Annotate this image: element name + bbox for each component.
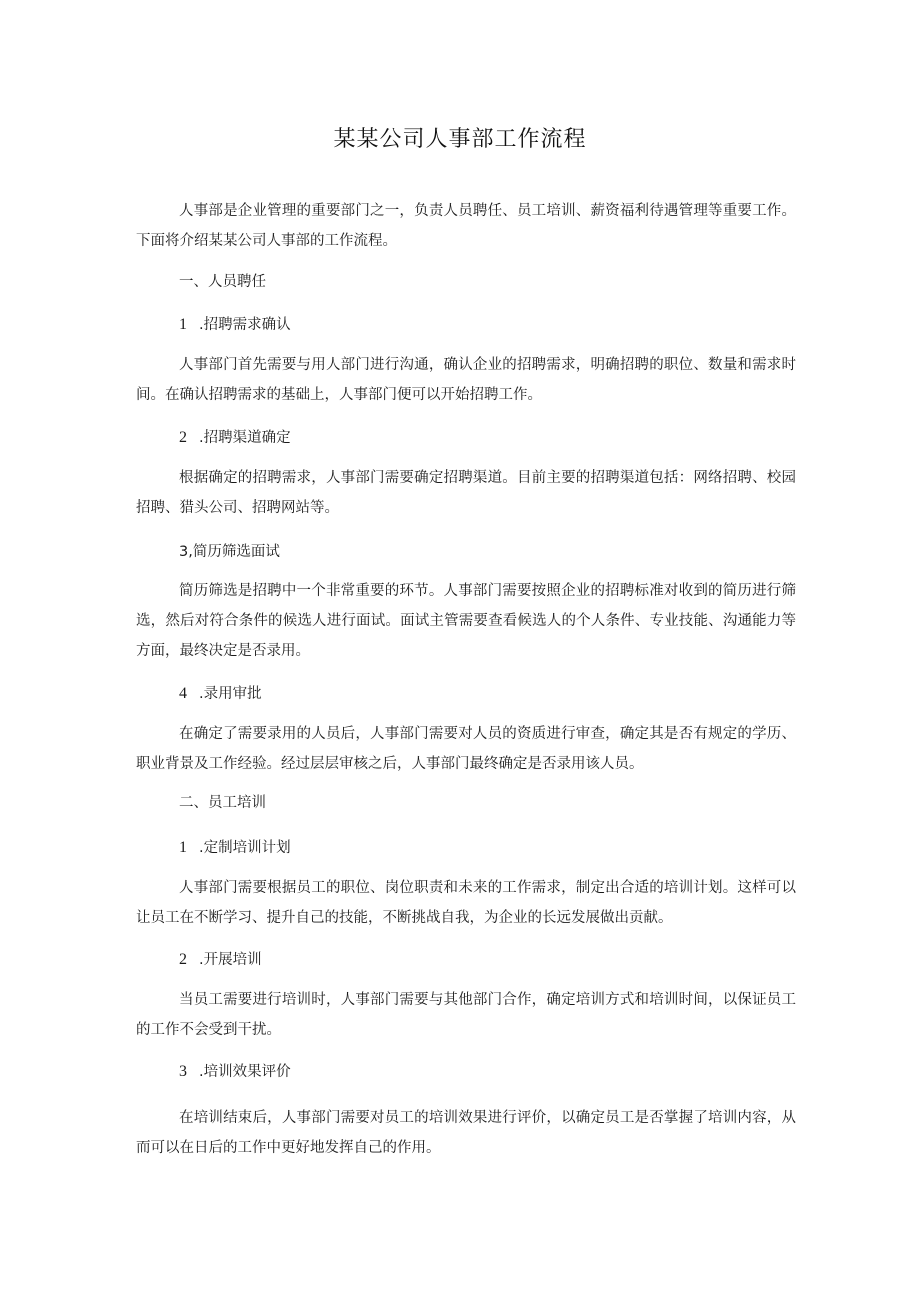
subheading-training-plan: [179, 836, 291, 860]
paragraph-recruitment-need: 人事部门首先需要与用人部门进行沟通，确认企业的招聘需求，明确招聘的职位、数量和需求时间。在确认招聘需求的基础上，人事部门便可以开始招聘工作。: [136, 357, 796, 403]
subheading-recruitment-channel: [179, 426, 291, 450]
section-heading-recruitment: 一、人员聘任: [179, 274, 266, 290]
subheading-title: .招聘渠道确定: [199, 430, 291, 446]
subheading-recruitment-need: [179, 313, 291, 337]
page-title: 某某公司人事部工作流程: [333, 127, 587, 152]
subheading-number: 3: [179, 1063, 187, 1080]
section-heading-training: 二、员工培训: [179, 795, 266, 811]
subheading-number: 2: [179, 951, 187, 968]
paragraph-conduct-training: 当员工需要进行培训时，人事部门需要与其他部门合作，确定培训方式和培训时间，以保证员工的工作不会受到干扰。: [136, 992, 796, 1038]
intro-paragraph: 人事部是企业管理的重要部门之一，负责人员聘任、员工培训、薪资福利待遇管理等重要工作。下面将介绍某某公司人事部的工作流程。: [136, 203, 796, 249]
subheading-number: 2: [179, 429, 187, 446]
subheading-title: .招聘需求确认: [199, 317, 291, 333]
subheading-number: 4: [179, 685, 187, 702]
subheading-title: .开展培训: [199, 952, 262, 968]
subheading-conduct-training: [179, 948, 262, 972]
subheading-number: 1: [179, 316, 187, 333]
paragraph-training-evaluation: 在培训结束后，人事部门需要对员工的培训效果进行评价，以确定员工是否掌握了培训内容，从而可以在日后的工作中更好地发挥自己的作用。: [136, 1110, 796, 1156]
paragraph-resume-screening: 简历筛选是招聘中一个非常重要的环节。人事部门需要按照企业的招聘标准对收到的简历进行筛选，然后对符合条件的候选人进行面试。面试主管需要查看候选人的个人条件、专业技能、沟通能力等方面，最终决定是否录用。: [136, 583, 796, 659]
subheading-title: .培训效果评价: [199, 1064, 291, 1080]
paragraph-recruitment-channel: 根据确定的招聘需求，人事部门需要确定招聘渠道。目前主要的招聘渠道包括：网络招聘、校园招聘、猎头公司、招聘网站等。: [136, 470, 796, 516]
subheading-title: .录用审批: [199, 686, 262, 702]
subheading-hiring-approval: [179, 682, 262, 706]
paragraph-training-plan: 人事部门需要根据员工的职位、岗位职责和未来的工作需求，制定出合适的培训计划。这样可以让员工在不断学习、提升自己的技能，不断挑战自我，为企业的长远发展做出贡献。: [136, 880, 796, 926]
subheading-title: .定制培训计划: [199, 840, 291, 856]
subheading-resume-screening: [179, 540, 280, 564]
subheading-training-evaluation: [179, 1060, 291, 1084]
subheading-title: 3,简历筛选面试: [179, 544, 280, 560]
subheading-number: 1: [179, 839, 187, 856]
paragraph-hiring-approval: 在确定了需要录用的人员后，人事部门需要对人员的资质进行审查，确定其是否有规定的学历、职业背景及工作经验。经过层层审核之后，人事部门最终确定是否录用该人员。: [136, 726, 796, 772]
